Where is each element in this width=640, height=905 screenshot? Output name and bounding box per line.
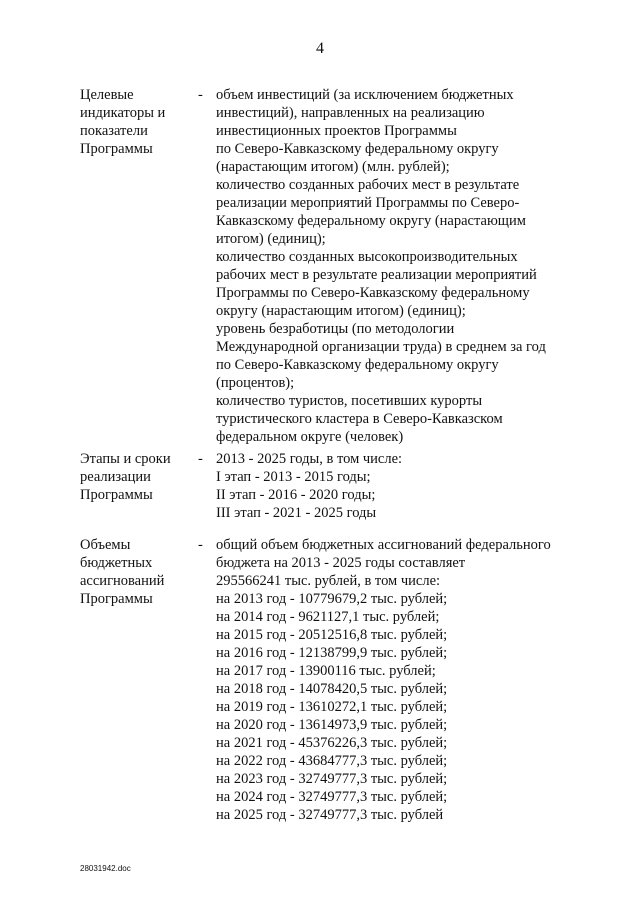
section-label [80, 450, 198, 504]
text-line: уровень безработицы (по методологии [216, 321, 455, 337]
text-line: на 2025 год - 32749777,3 тыс. рублей [216, 807, 444, 823]
text-line: рабочих мест в результате реализации мероприятий [216, 267, 537, 283]
text-line: I этап - 2013 - 2015 годы; [216, 469, 371, 485]
text-line: количество созданных высокопроизводительных [216, 249, 518, 265]
text-line: на 2017 год - 13900116 тыс. рублей; [216, 663, 436, 679]
text-line: Программы [80, 487, 153, 503]
section-content [216, 86, 576, 446]
text-line: Этапы и сроки [80, 451, 171, 467]
text-line: (нарастающим итогом) (млн. рублей); [216, 159, 450, 175]
text-line: III этап - 2021 - 2025 годы [216, 505, 377, 521]
text-line: реализации [80, 469, 151, 485]
text-line: федеральном округе (человек) [216, 429, 404, 445]
text-line: на 2019 год - 13610272,1 тыс. рублей; [216, 699, 448, 715]
text-line: итогом) (единиц); [216, 231, 326, 247]
section-content [216, 450, 576, 522]
text-line: 295566241 тыс. рублей, в том числе: [216, 573, 441, 589]
text-line: по Северо-Кавказскому федеральному округу [216, 141, 499, 157]
page-number: 4 [316, 40, 324, 57]
text-line: реализации мероприятий Программы по Северо- [216, 195, 520, 211]
text-line: количество туристов, посетивших курорты [216, 393, 483, 409]
section-dash: - [198, 537, 203, 553]
text-line: (процентов); [216, 375, 295, 391]
text-line: на 2013 год - 10779679,2 тыс. рублей; [216, 591, 448, 607]
section-label [80, 536, 198, 608]
section-label [80, 86, 198, 158]
text-line: общий объем бюджетных ассигнований федерального [216, 537, 551, 553]
text-line: ассигнований [80, 573, 165, 589]
text-line: по Северо-Кавказскому федеральному округу [216, 357, 499, 373]
text-line: Международной организации труда) в среднем за год [216, 339, 546, 355]
text-line: II этап - 2016 - 2020 годы; [216, 487, 376, 503]
text-line: на 2021 год - 45376226,3 тыс. рублей; [216, 735, 448, 751]
text-line: на 2018 год - 14078420,5 тыс. рублей; [216, 681, 448, 697]
text-line: объем инвестиций (за исключением бюджетных [216, 87, 514, 103]
text-line: инвестиций), направленных на реализацию [216, 105, 485, 121]
text-line: на 2020 год - 13614973,9 тыс. рублей; [216, 717, 448, 733]
text-line: на 2024 год - 32749777,3 тыс. рублей; [216, 789, 448, 805]
text-line: количество созданных рабочих мест в результате [216, 177, 520, 193]
text-line: на 2016 год - 12138799,9 тыс. рублей; [216, 645, 448, 661]
text-line: Программы [80, 141, 153, 157]
section-content [216, 536, 576, 824]
section-dash: - [198, 451, 203, 467]
text-line: Программы [80, 591, 153, 607]
text-line: на 2015 год - 20512516,8 тыс. рублей; [216, 627, 448, 643]
text-line: на 2023 год - 32749777,3 тыс. рублей; [216, 771, 448, 787]
text-line: показатели [80, 123, 148, 139]
text-line: туристического кластера в Северо-Кавказском [216, 411, 503, 427]
text-line: индикаторы и [80, 105, 166, 121]
text-line: Целевые [80, 87, 134, 103]
text-line: на 2022 год - 43684777,3 тыс. рублей; [216, 753, 448, 769]
text-line: 2013 - 2025 годы, в том числе: [216, 451, 403, 467]
section-dash: - [198, 87, 203, 103]
text-line: Программы по Северо-Кавказскому федеральному [216, 285, 530, 301]
text-line: инвестиционных проектов Программы [216, 123, 457, 139]
text-line: Объемы [80, 537, 131, 553]
text-line: бюджета на 2013 - 2025 годы составляет [216, 555, 466, 571]
text-line: на 2014 год - 9621127,1 тыс. рублей; [216, 609, 440, 625]
text-line: округу (нарастающим итогом) (единиц); [216, 303, 466, 319]
footer-filename: 28031942.doc [80, 864, 131, 873]
text-line: бюджетных [80, 555, 153, 571]
text-line: Кавказскому федеральному округу (нарастающим [216, 213, 526, 229]
